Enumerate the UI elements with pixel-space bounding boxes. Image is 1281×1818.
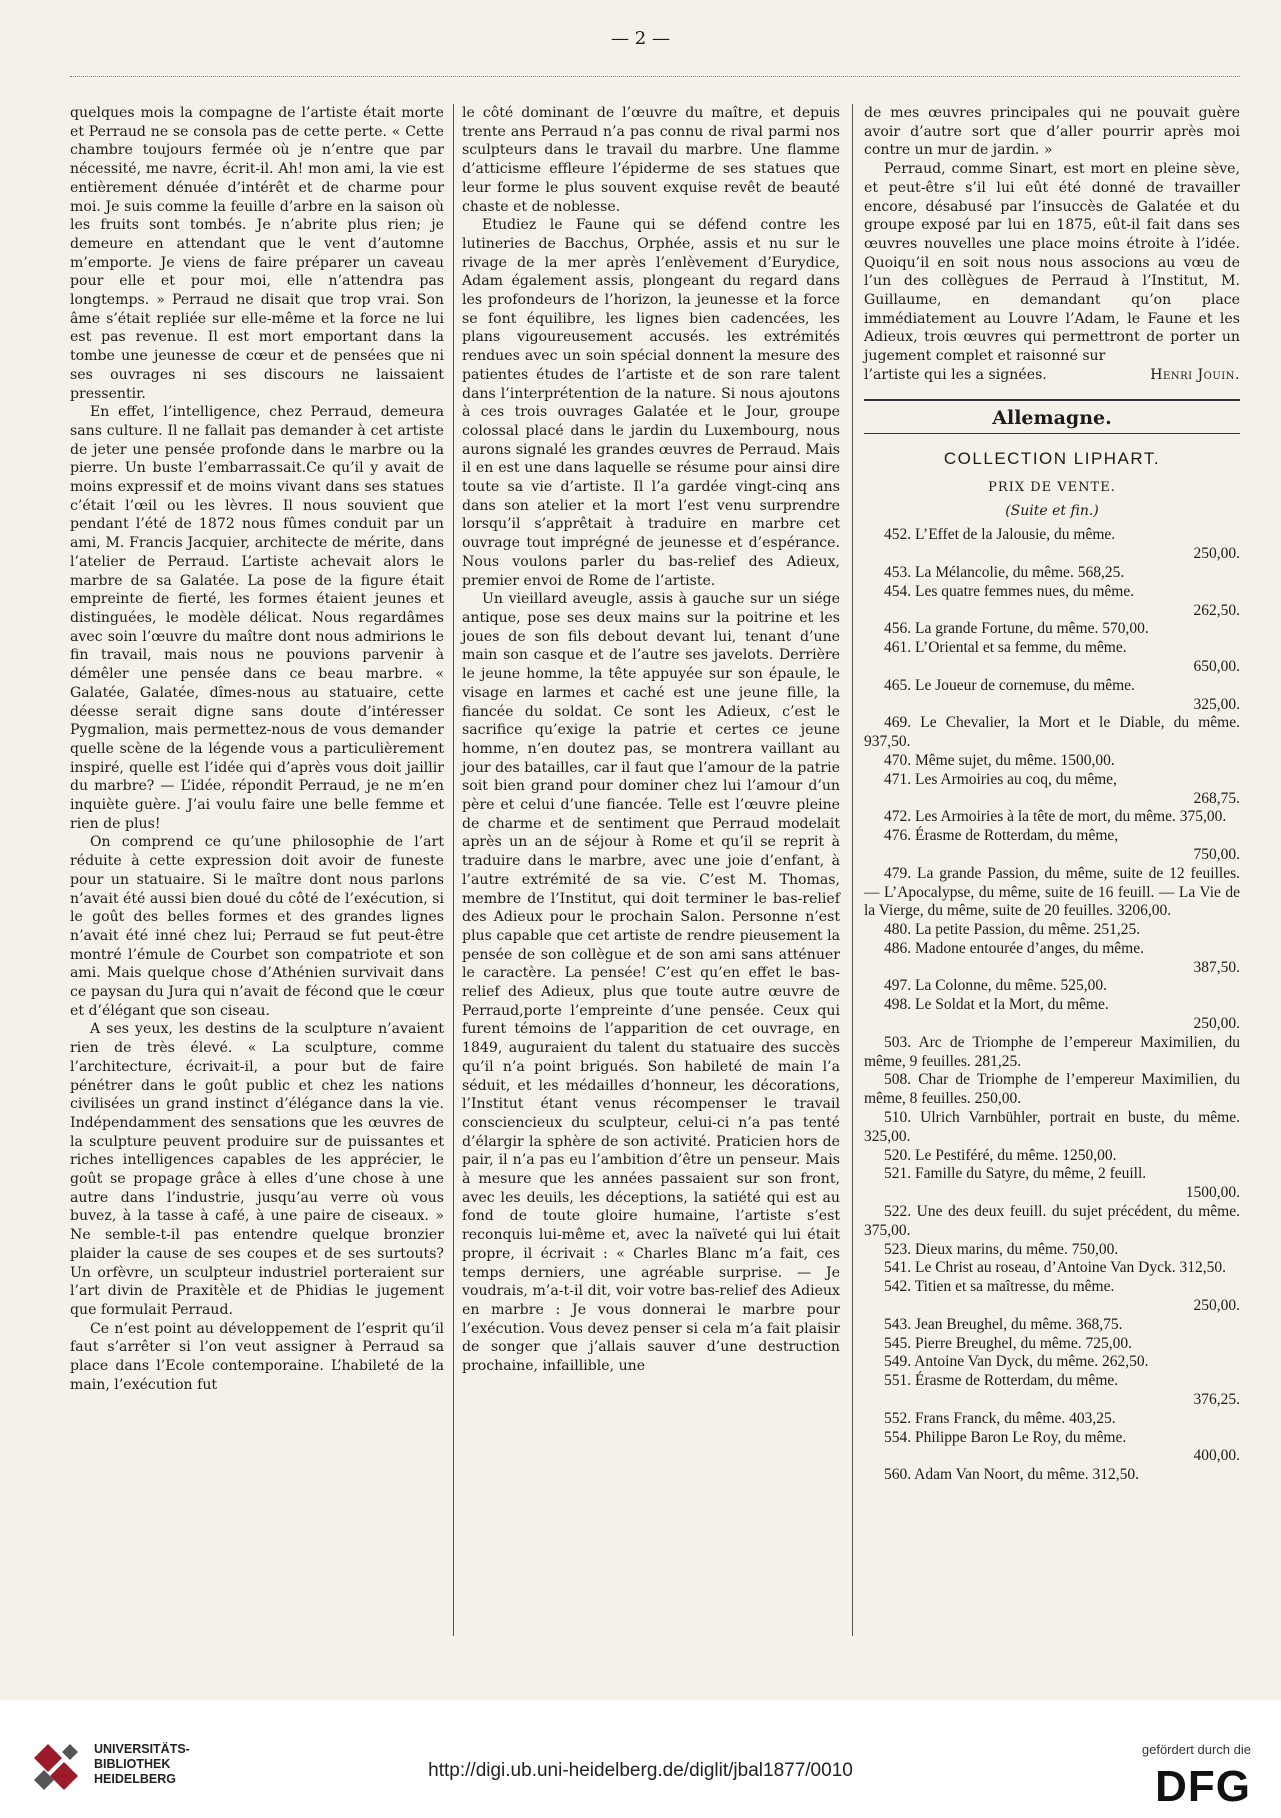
lot-text: 554. Philippe Baron Le Roy, du même. <box>884 1428 1127 1446</box>
lot-text: 453. La Mélancolie, du même. 568,25. <box>884 563 1125 581</box>
lot-price: 268,75. <box>1193 789 1240 807</box>
column-2 <box>462 104 840 1376</box>
author-signature: Henri Jouin. <box>1150 366 1240 383</box>
lot-price: 387,50. <box>1193 958 1240 976</box>
lot-price: 1500,00. <box>1185 1184 1240 1202</box>
lot-text: 503. Arc de Triomphe de l’empereur Maximilien, du même, 9 feuilles. 281,25. <box>864 1033 1240 1070</box>
lot-text: 498. Le Soldat et la Mort, du même. <box>884 996 1109 1014</box>
lot-text: 456. La grande Fortune, du même. 570,00. <box>884 620 1149 638</box>
lot-entry <box>864 1034 1240 1072</box>
lot-text: 551. Érasme de Rotterdam, du même. <box>884 1372 1119 1390</box>
lot-entry <box>864 526 1240 564</box>
lot-price: 250,00. <box>1193 545 1240 563</box>
lot-text: 465. Le Joueur de cornemuse, du même. <box>884 676 1135 694</box>
continuation-label: (Suite et fin.) <box>1005 502 1099 519</box>
lot-text: 543. Jean Breughel, du même. 368,75. <box>884 1315 1123 1333</box>
lot-entry <box>864 1241 1240 1260</box>
lot-text: 469. Le Chevalier, la Mort et le Diable, du même. 937,50. <box>864 714 1240 751</box>
lot-entry <box>864 865 1240 921</box>
lot-price: 250,00. <box>1193 1297 1240 1315</box>
lot-text: 479. La grande Passion, du même, suite de 12 feuilles. — L’Apocalypse, du même, suite de 16 feuill. — La Vie de la Vierge, du même, suite de 20 feuilles. 3206,00. <box>864 864 1240 920</box>
lot-entry <box>864 921 1240 940</box>
lot-text: 471. Les Armoiries au coq, du même, <box>884 770 1117 788</box>
lot-entry <box>864 771 1240 809</box>
column-divider <box>453 104 454 1636</box>
lot-entry <box>864 564 1240 583</box>
paragraph: En effet, l’intelligence, chez Perraud, demeura sans culture. Il ne fallait pas demander à cet artiste de jeter une pensée profonde dans le marbre ou la pierre. Un buste l’embarrassait.Ce qu’il y avait de moins expressif et de moins vivant dans ses statues c’était l’œil ou les lèvres. Il nous souvient que pendant l’été de 1872 nous fûmes conduit par un ami, M. Francis Jacquier, architecte de mérite, dans l’atelier de Perraud. L’artiste achevait alors le marbre de sa Galatée. La pose de la figure était empreinte de fierté, les formes étaient jeunes et distinguées, le modèle délicat. Nous regardâmes avec soin l’œuvre du maître dont nous admirions le fin travail, mais nous ne pouvions parvenir à démêler une pensée dans ce beau marbre. « Galatée, Galatée, dîmes-nous au statuaire, cette déesse serait digne sans doute d’intéresser Pygmalion, mais permettez-nous de vous demander quelle scène de la légende vous a particulièrement inspiré, quelle est l’idée qui d’après vous doit jaillir du marbre? — L’idée, répondit Perraud, je ne m’en inquiète guère. J’ai voulu faire une belle femme et rien de plus! <box>70 404 444 832</box>
lot-text: 545. Pierre Breughel, du même. 725,00. <box>884 1334 1132 1352</box>
paragraph: Etudiez le Faune qui se défend contre les lutineries de Bacchus, Orphée, assis et nu sur le rivage de la mer après l’enlèvement d’Eurydice, Adam également assis, plongeant du regard dans les profondeurs de l’horizon, la jeunesse et la force se font équilibre, les lignes bien cadencées, les plans vigoureusement accusés. les extrémités rendues avec un soin spécial donnent la mesure des patientes études de l’artiste et de son rare talent dans l’interprétention de la nature. Si nous ajoutons à ces trois ouvrages Galatée et le Jour, groupe colossal placé dans le jardin du Luxembourg, nous aurons signalé les grandes œuvres de Perraud. Mais il en est une dans laquelle se résume pour ainsi dire toute sa vie d’artiste. Il l’a gardée vingt-cinq ans dans son atelier et la mort l’est venu surprendre lorsqu’il s’apprêtait à traduire en marbre cet ouvrage tout imprégné de jeunesse et d’espérance. Nous voulons parler du bas-relief des Adieux, premier envoi de Rome de l’artiste. <box>462 217 840 589</box>
lot-text: 470. Même sujet, du même. 1500,00. <box>884 751 1115 769</box>
lot-entry <box>864 996 1240 1034</box>
lot-entry <box>864 1259 1240 1278</box>
lot-list <box>864 526 1240 1485</box>
section-title: Allemagne. <box>992 406 1112 429</box>
lot-entry <box>864 1466 1240 1485</box>
section-rule <box>864 433 1240 434</box>
paragraph: le côté dominant de l’œuvre du maître, et depuis trente ans Perraud n’a pas connu de rival parmi nos sculpteurs dans le travail du marbre. Une flamme d’atticisme effleure l’épiderme de ses statues que leur forme le plus souvent exquise revêt de beauté chaste et de noblesse. <box>462 105 840 215</box>
lot-text: 549. Antoine Van Dyck, du même. 262,50. <box>884 1353 1149 1371</box>
lot-price: 650,00. <box>1193 657 1240 675</box>
lot-entry <box>864 977 1240 996</box>
lot-entry <box>864 1147 1240 1166</box>
source-url[interactable]: http://digi.ub.uni-heidelberg.de/diglit/jbal1877/0010 <box>428 1760 853 1781</box>
column-divider <box>852 104 853 1636</box>
page-number: — 2 — <box>611 28 670 49</box>
column-3 <box>864 104 1240 1485</box>
lot-entry <box>864 1165 1240 1203</box>
lot-entry <box>864 620 1240 639</box>
lot-price: 376,25. <box>1193 1391 1240 1409</box>
lot-text: 452. L’Effet de la Jalousie, du même. <box>884 526 1116 544</box>
lot-text: 497. La Colonne, du même. 525,00. <box>884 977 1107 995</box>
price-label: PRIX DE VENTE. <box>988 479 1116 495</box>
collection-title: COLLECTION LIPHART. <box>943 449 1161 469</box>
lot-text: 454. Les quatre femmes nues, du même. <box>884 582 1135 600</box>
lot-entry <box>864 1203 1240 1241</box>
lot-entry <box>864 639 1240 677</box>
lot-entry <box>864 827 1240 865</box>
paragraph: On comprend ce qu’une philosophie de l’art réduite à cette expression doit avoir de funeste pour un statuaire. Si le maître dont nous parlons n’avait été aussi bien doué du côté de l’exécution, si le goût des belles formes et des grandes lignes n’avait été inné chez lui; Perraud se fut peut-être montré l’émule de Courbet son compatriote et son ami. Mais quelque chose d’Athénien survivait dans ce paysan du Jura qui n’avait de fécond que le cœur et d’élégant que son ciseau. <box>70 834 444 1019</box>
footer <box>0 1700 1281 1818</box>
lot-text: 510. Ulrich Varnbühler, portrait en buste, du même. 325,00. <box>864 1109 1240 1145</box>
closing-text: l’artiste qui les a signées. <box>864 366 1047 383</box>
section-rule <box>864 399 1240 401</box>
lot-entry <box>864 714 1240 752</box>
funding-caption: gefördert durch die <box>1141 1742 1251 1757</box>
lot-entry <box>864 808 1240 827</box>
lot-text: 508. Char de Triomphe de l’empereur Maximilien, du même, 8 feuilles. 250,00. <box>864 1071 1240 1108</box>
paragraph: Ce n’est point au développement de l’esprit qu’il faut s’arrêter si l’on veut assigner à Perraud sa place dans l’Ecole contemporaine. L’habileté de la main, l’exécution fut <box>70 1320 444 1393</box>
lot-entry <box>864 1316 1240 1335</box>
paragraph: Un vieillard aveugle, assis à gauche sur un siége antique, pose ses deux mains sur la poitrine et les joues de son fils debout devant lui, tenant d’une main son casque et de l’autre ses javelots. Derrière le jeune homme, la tête appuyée sur son épaule, le visage en larmes et caché est une jeune fille, la fiancée du soldat. Ce sont les Adieux, c’est le sacrifice qu’exige la patrie et certes ce jeune homme, n’en doutez pas, se montrera vaillant au jour des batailles, car il faut que l’amour de la patrie soit bien grand pour dominer chez lui l’amour d’un père et celui d’une fiancée. Telle est l’œuvre pleine de charme et de sentiment que Perraud modelait après un an de séjour à Rome et qu’il se reprit à traduire dans le marbre, avec une joie d’enfant, à l’autre extrémité de sa vie. C’est M. Thomas, membre de l’Institut, qui doit terminer le bas-relief des Adieux pour le prochain Salon. Personne n’est plus capable que cet artiste de rendre pieusement la pensée de son collègue et de son ami sans atténuer le caractère. La pensée! C’est qu’en effet le bas-relief des Adieux, plus que toute autre œuvre de Perraud,porte l’empreinte d’une pensée. Ceux qui furent témoins de l’apparition de cet ouvrage, en 1849, auguraient du talent du statuaire des succès qu’il n’a point brigués. Son habileté de main l’a séduit, et les médailles d’honneur, les décorations, l’Institut étant venus récompenser le travail consciencieux du sculpteur, celui-ci n’a pas tenté d’élargir la sphère de son activité. Praticien hors de pair, il n’a pas eu l’ambition d’être un penseur. Mais à mesure que les années passaient sur son front, avec les deuils, les déceptions, la satiété qui est au fond de toute gloire humaine, l’artiste s’est reconquis lui-même et, avec la naïveté qui lui était propre, il écrivait : « Charles Blanc m’a fait, ces temps derniers, une agréable surprise. — Je voudrais, m’a-t-il dit, voir votre bas-relief des Adieux en marbre : Je vous donnerai le marbre pour l’exécution. Vous devez penser si cela m’a fait plaisir de songer que j’allais sauver d’une destruction prochaine, infaillible, une <box>462 591 840 1375</box>
lot-entry <box>864 1410 1240 1429</box>
lot-entry <box>864 1109 1240 1147</box>
lot-entry <box>864 940 1240 978</box>
lot-entry <box>864 1372 1240 1410</box>
lot-entry <box>864 1335 1240 1354</box>
lot-text: 560. Adam Van Noort, du même. 312,50. <box>884 1466 1140 1484</box>
column-1 <box>70 104 444 1395</box>
lot-text: 541. Le Christ au roseau, d’Antoine Van Dyck. 312,50. <box>884 1259 1226 1277</box>
lot-entry <box>864 752 1240 771</box>
lot-text: 542. Titien et sa maîtresse, du même. <box>884 1278 1115 1296</box>
lot-text: 552. Frans Franck, du même. 403,25. <box>884 1409 1116 1427</box>
lot-text: 472. Les Armoiries à la tête de mort, du même. 375,00. <box>884 808 1227 826</box>
paragraph: de mes œuvres principales qui ne pouvait guère avoir d’autre sort que d’aller pourrir après moi contre un mur de jardin. » <box>864 105 1240 159</box>
lot-entry <box>864 1071 1240 1109</box>
signature-line <box>864 366 1240 385</box>
lot-price: 400,00. <box>1193 1447 1240 1465</box>
paragraph: A ses yeux, les destins de la sculpture n’avaient rien de très élevé. « La sculpture, comme l’architecture, écrivait-il, a pour but de faire pénétrer dans le goût public et chez les nations civilisées un grand instinct d’élégance dans la vie. Indépendamment des sensations que les œuvres de la sculpture peuvent produire sur de puissantes et riches intelligences capables de les apprécier, le goût se propage grâce à elles d’une chose à une autre dans l’industrie, jusqu’au verre où vous buvez, à la tasse à café, à une paire de ciseaux. » Ne semble-t-il pas entendre quelque bronzier plaider la cause de ses coupes et de ses surtouts? Un orfèvre, un sculpteur industriel porteraient sur l’art divin de Praxitèle et de Phidias le jugement que formulait Perraud. <box>70 1021 444 1318</box>
lot-text: 523. Dieux marins, du même. 750,00. <box>884 1240 1119 1258</box>
lot-price: 750,00. <box>1193 845 1240 863</box>
lot-text: 486. Madone entourée d’anges, du même. <box>884 939 1144 957</box>
library-name: UNIVERSITÄTS- BIBLIOTHEK HEIDELBERG <box>94 1742 190 1786</box>
lot-price: 262,50. <box>1193 601 1240 619</box>
lot-text: 476. Érasme de Rotterdam, du même, <box>884 827 1119 845</box>
lot-entry <box>864 1353 1240 1372</box>
header-rule <box>70 76 1240 77</box>
lot-price: 250,00. <box>1193 1015 1240 1033</box>
lot-entry <box>864 1429 1240 1467</box>
paragraph: Perraud, comme Sinart, est mort en pleine sève, et peut-être s’il lui eût été donné de travailler encore, désabusé par l’insuccès de Galatée et du groupe exposé par lui en 1875, eût-il fait dans ses œuvres nouvelles une place moins étroite à l’idée. Quoiqu’il en soit nous nous associons au vœu de l’un des collègues de Perraud à l’Institut, M. Guillaume, en demandant qu’on place immédiatement au Louvre l’Adam, le Faune et les Adieux, trois œuvres qui permettront de porter un jugement complet et raisonné sur <box>864 161 1240 365</box>
lot-entry <box>864 1278 1240 1316</box>
lot-text: 521. Famille du Satyre, du même, 2 feuill. <box>884 1165 1147 1183</box>
lot-price: 325,00. <box>1193 695 1240 713</box>
lot-entry <box>864 677 1240 715</box>
lot-text: 461. L’Oriental et sa femme, du même. <box>884 639 1127 657</box>
lot-entry <box>864 583 1240 621</box>
lot-text: 520. Le Pestiféré, du même. 1250,00. <box>884 1146 1117 1164</box>
lot-text: 522. Une des deux feuill. du sujet précédent, du même. 375,00. <box>864 1203 1240 1239</box>
lot-text: 480. La petite Passion, du même. 251,25. <box>884 921 1141 939</box>
dfg-logo: DFG <box>1155 1762 1251 1811</box>
paragraph: quelques mois la compagne de l’artiste était morte et Perraud ne se consola pas de cette perte. « Cette chambre toujours fermée où je n’entre que par nécessité, me navre, écrit-il. Ah! mon ami, la vie est entièrement dénuée d’intérêt et de charme pour moi. Je suis comme la feuille d’arbre en la saison où les fruits sont tombés. Je n’abrite plus rien; je demeure en attendant que le vent d’automne m’emporte. Je viens de faire préparer un caveau pour elle et pour moi, elle n’attendra pas longtemps. » Perraud ne disait que trop vrai. Son âme s’était repliée sur elle-même et la force ne lui est pas revenue. Il est mort emportant dans la tombe une jeunesse de cœur et de pensées que ni ses ouvrages ni ses discours ne laissaient pressentir. <box>70 105 444 402</box>
